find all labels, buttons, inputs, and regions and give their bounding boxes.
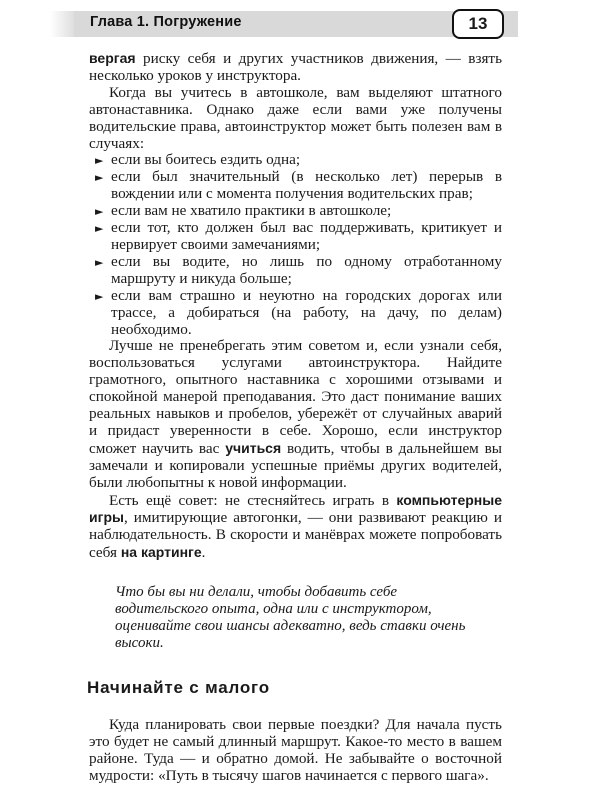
- bullet-marker-icon: ►: [95, 171, 104, 185]
- bullet-marker-icon: ►: [95, 289, 104, 303]
- list-item-text: если был значительный (в несколько лет) перерыв в вождении или с момента получения водительских прав;: [111, 168, 502, 203]
- paragraph-4-bold-karting: на картинге: [120, 544, 202, 561]
- bullet-marker-icon: ►: [95, 222, 104, 236]
- quote-block: Что бы вы ни делали, чтобы добавить себе водительского опыта, одна или с инструктором, оценивайте свои шансы адекватно, ведь ставки очень высоки.: [115, 584, 466, 652]
- paragraph-3-text: Лучше не пренебрегать этим советом и, если узнали себя, воспользоваться услугами автоинструктора. Найдите грамотного, опытного наставника с хорошими отзывами и спокойной манерой преподавания. Это даст понимание ваших реальных навыков и пробелов, убережёт от случайных аварий и придаст уверенности в себе. Хорошо, если инструктор сможет научить вас: [89, 337, 502, 457]
- list-item-text: если вам не хватило практики в автошколе;: [111, 202, 392, 220]
- bullet-list: [89, 152, 502, 338]
- list-item-text: если тот, кто должен был вас поддерживать, критикует и нервирует своими замечаниями;: [111, 219, 502, 253]
- list-item: [95, 151, 502, 169]
- paragraph-3-bold: учиться: [225, 439, 282, 456]
- chapter-title: Глава 1. Погружение: [90, 14, 242, 30]
- section-heading: Начинайте с малого: [87, 678, 270, 698]
- page-number: 13: [452, 9, 504, 39]
- list-item: [95, 252, 502, 288]
- list-item-text: если вам страшно и неуютно на городских дорогах или трассе, а добираться (на работу, на дачу, по делам) необходимо.: [111, 286, 502, 338]
- paragraph-4-bold-games: компьютерные игры: [89, 491, 502, 526]
- bullet-marker-icon: ►: [95, 255, 104, 269]
- bullet-marker-icon: ►: [95, 205, 104, 219]
- bullet-marker-icon: ►: [95, 154, 104, 168]
- page-content: [89, 50, 502, 785]
- paragraph-4-text-end: .: [201, 544, 206, 562]
- paragraph-1-text: риску себя и других участников движения, — взять несколько уроков у инструктора.: [89, 50, 502, 84]
- paragraph-3: [89, 338, 502, 491]
- paragraph-4-text: Есть ещё совет: не стесняйтесь играть в: [109, 491, 397, 509]
- list-item: [95, 286, 502, 339]
- list-item: [95, 219, 502, 254]
- paragraph-2: Когда вы учитесь в автошколе, вам выделяют штатного автонаставника. Однако даже если вами уже получены водительские права, автоинструктор может быть полезен вам в случаях:: [89, 83, 502, 152]
- paragraph-1-bold-prefix: вергая: [89, 50, 136, 66]
- paragraph-3-text-end: водить, чтобы в дальнейшем вы замечали и копировали успешные приёмы других водителей, были любопытны к новой информации.: [89, 439, 502, 491]
- paragraph-5: Куда планировать свои первые поездки? Для начала пусть это будет не самый длинный маршрут. Какое-то место в вашем районе. Туда — и обратно домой. Не забывайте о восточной мудрости: «Путь в тысячу шагов начинается с первого шага».: [89, 716, 502, 784]
- list-item-text: если вы боитесь ездить одна;: [111, 151, 301, 169]
- list-item: [95, 168, 502, 203]
- paragraph-4-text-middle: , имитирующие автогонки, — они развивают реакцию и наблюдательность. В скорости и манёврах можете попробовать себя: [89, 509, 502, 562]
- list-item: [95, 202, 502, 220]
- paragraph-1: [89, 50, 502, 85]
- list-item-text: если вы водите, но лишь по одному отработанному маршруту и никуда больше;: [111, 252, 502, 287]
- paragraph-4: [89, 492, 502, 563]
